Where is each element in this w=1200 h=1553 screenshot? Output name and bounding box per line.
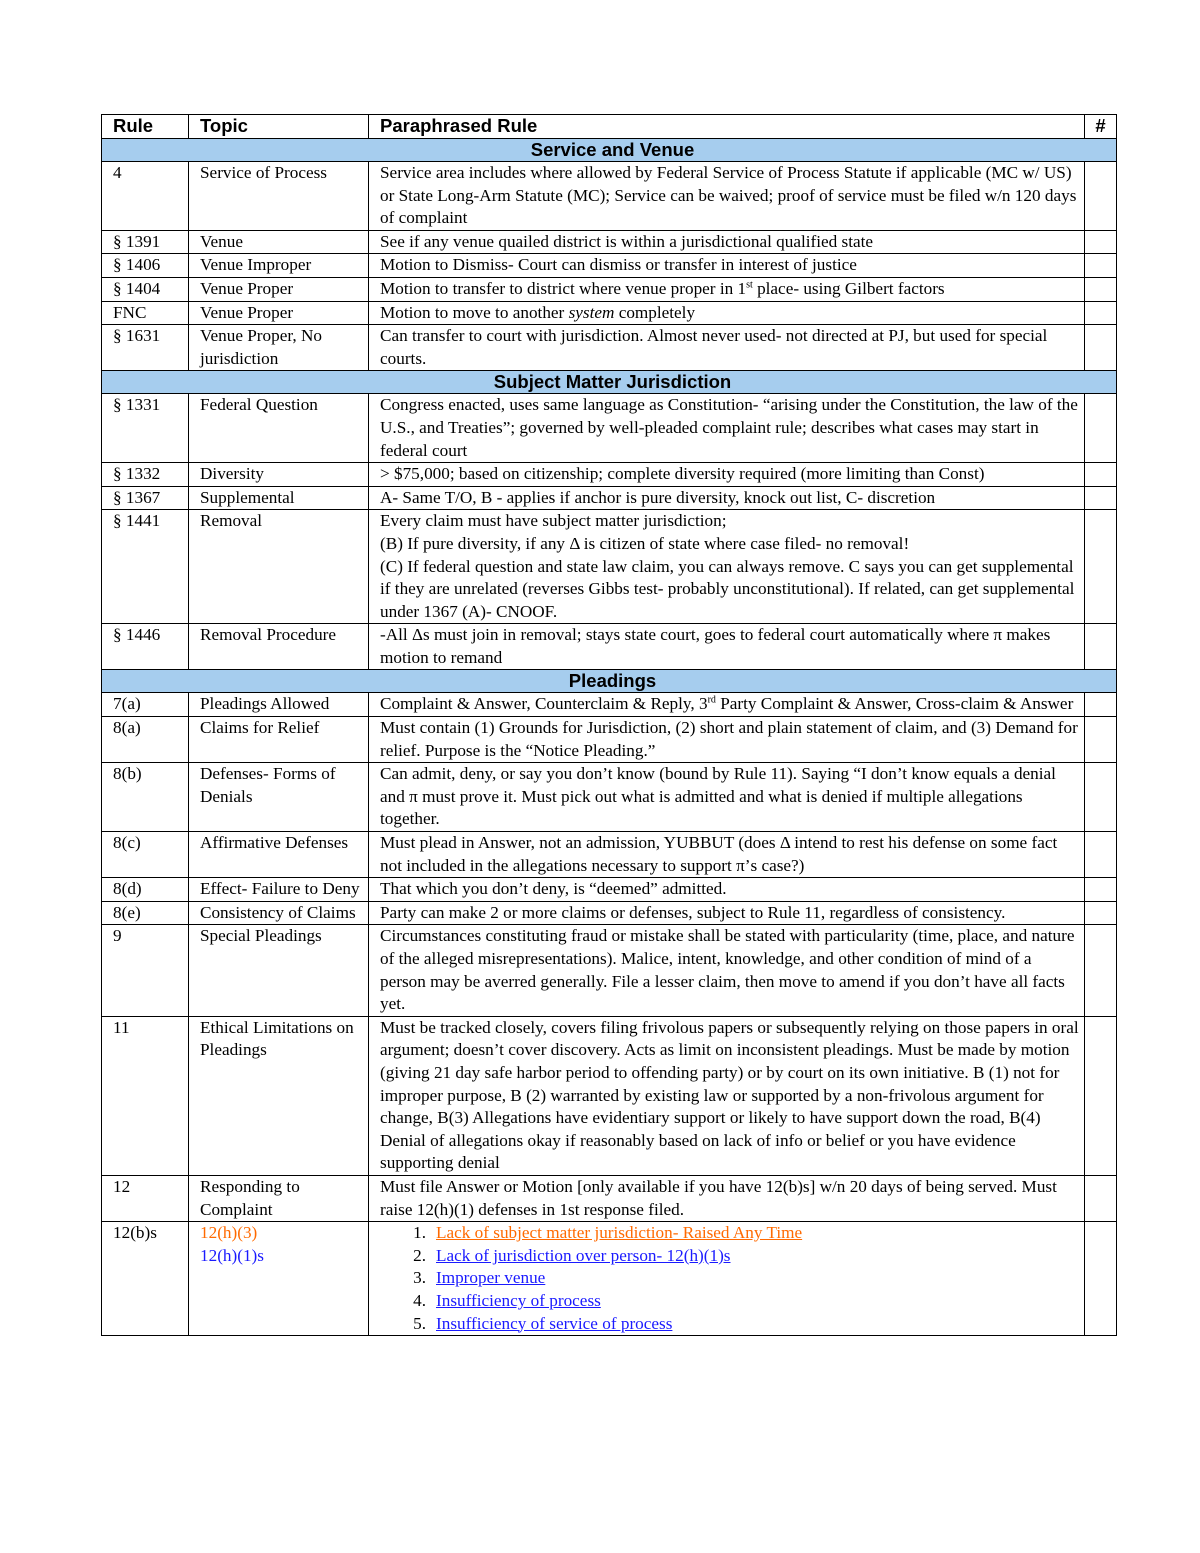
table-row	[102, 925, 1117, 1016]
rule-cell: 12(b)s	[102, 1222, 189, 1336]
table-row	[102, 624, 1117, 670]
topic-cell: Claims for Relief	[189, 717, 369, 763]
rule-cell: § 1404	[102, 277, 189, 301]
number-cell	[1085, 1175, 1117, 1221]
number-cell	[1085, 301, 1117, 325]
topic-cell: Diversity	[189, 463, 369, 487]
text-part: Motion to transfer to district where venue proper in 1	[380, 278, 747, 298]
text-line: Every claim must have subject matter jurisdiction;	[380, 511, 727, 531]
list-item	[380, 1245, 1080, 1268]
table-row	[102, 325, 1117, 371]
rule-cell: § 1332	[102, 463, 189, 487]
number-cell	[1085, 277, 1117, 301]
text-line: (B) If pure diversity, if any Δ is citizen of state where case filed- no removal!	[380, 533, 910, 553]
list-item	[380, 1290, 1080, 1313]
paraphrased-cell	[369, 510, 1085, 624]
paraphrased-cell: Must file Answer or Motion [only available if you have 12(b)s] w/n 20 days of being served. Must raise 12(h)(1) defenses in 1st response filed.	[369, 1175, 1085, 1221]
rule-cell: § 1631	[102, 325, 189, 371]
table-header-row	[102, 115, 1117, 139]
topic-cell: Pleadings Allowed	[189, 693, 369, 717]
paraphrased-cell: Service area includes where allowed by Federal Service of Process Statute if applicable (MC w/ US) or State Long-Arm Statute (MC); Service can be waived; proof of service must be filed w/n 120 days of complaint	[369, 162, 1085, 231]
list-number: 2.	[413, 1245, 426, 1265]
text-part: Complaint & Answer, Counterclaim & Reply, 3	[380, 694, 708, 714]
number-cell	[1085, 717, 1117, 763]
number-cell	[1085, 1222, 1117, 1336]
topic-cell: Federal Question	[189, 394, 369, 463]
header-paraphrased-rule: Paraphrased Rule	[369, 115, 1085, 139]
paraphrased-cell	[369, 1222, 1085, 1336]
topic-cell: Removal	[189, 510, 369, 624]
rule-cell: 12	[102, 1175, 189, 1221]
rule-cell: 4	[102, 162, 189, 231]
rule-cell: 9	[102, 925, 189, 1016]
paraphrased-cell: > $75,000; based on citizenship; complete diversity required (more limiting than Const)	[369, 463, 1085, 487]
paraphrased-cell: Must contain (1) Grounds for Jurisdiction, (2) short and plain statement of claim, and (3) Demand for relief. Purpose is the “Notice Pleading.”	[369, 717, 1085, 763]
topic-cell: Service of Process	[189, 162, 369, 231]
number-cell	[1085, 925, 1117, 1016]
table-row	[102, 1016, 1117, 1175]
table-row	[102, 693, 1117, 717]
topic-cell: Venue Proper	[189, 301, 369, 325]
rule-cell: FNC	[102, 301, 189, 325]
topic-cell: Special Pleadings	[189, 925, 369, 1016]
table-row	[102, 230, 1117, 254]
rule-cell: § 1391	[102, 230, 189, 254]
paraphrased-cell: A- Same T/O, B - applies if anchor is pure diversity, knock out list, C- discretion	[369, 486, 1085, 510]
number-cell	[1085, 624, 1117, 670]
list-number: 5.	[413, 1313, 426, 1333]
text-line: (C) If federal question and state law claim, you can always remove. C says you can get supplemental if they are unrelated (reverses Gibbs test- probably unconstitutional). If related, can get supplemental under 1367 (A)- CNOOF.	[380, 556, 1075, 621]
number-cell	[1085, 394, 1117, 463]
topic-cell	[189, 1222, 369, 1336]
topic-cell: Consistency of Claims	[189, 901, 369, 925]
section-row-service-venue	[102, 139, 1117, 162]
number-cell	[1085, 510, 1117, 624]
rule-cell: § 1367	[102, 486, 189, 510]
topic-cell: Venue Proper	[189, 277, 369, 301]
paraphrased-cell: Motion to Dismiss- Court can dismiss or transfer in interest of justice	[369, 254, 1085, 278]
paraphrased-cell: Can transfer to court with jurisdiction. Almost never used- not directed at PJ, but used for special courts.	[369, 325, 1085, 371]
paraphrased-cell: Must plead in Answer, not an admission, YUBBUT (does Δ intend to rest his defense on some fact not included in the allegations necessary to support π’s case?)	[369, 832, 1085, 878]
section-title: Subject Matter Jurisdiction	[102, 371, 1117, 394]
number-cell	[1085, 325, 1117, 371]
list-text: Insufficiency of service of process	[436, 1313, 673, 1333]
text-part: place- using Gilbert factors	[752, 278, 945, 298]
number-cell	[1085, 763, 1117, 832]
rule-cell: 11	[102, 1016, 189, 1175]
list-item	[380, 1313, 1080, 1336]
topic-cell: Effect- Failure to Deny	[189, 878, 369, 902]
rule-cell: § 1446	[102, 624, 189, 670]
table-row	[102, 486, 1117, 510]
paraphrased-cell: Circumstances constituting fraud or mistake shall be stated with particularity (time, place, and nature of the alleged misrepresentations). Malice, intent, knowledge, and other condition of mind of a person may be averred generally. File a lesser claim, then move to amend if you don’t have all facts yet.	[369, 925, 1085, 1016]
paraphrased-cell: Can admit, deny, or say you don’t know (bound by Rule 11). Saying “I don’t know equals a denial and π must prove it. Must pick out what is admitted and what is denied if multiple allegations together.	[369, 763, 1085, 832]
topic-cell: Venue Improper	[189, 254, 369, 278]
table-row	[102, 277, 1117, 301]
table-row	[102, 763, 1117, 832]
number-cell	[1085, 486, 1117, 510]
number-cell	[1085, 162, 1117, 231]
rule-cell: 8(d)	[102, 878, 189, 902]
paraphrased-cell: Congress enacted, uses same language as Constitution- “arising under the Constitution, the law of the U.S., and Treaties”; governed by well-pleaded complaint rule; describes what cases may start in federal court	[369, 394, 1085, 463]
topic-line-orange: 12(h)(3)	[200, 1223, 258, 1243]
number-cell	[1085, 878, 1117, 902]
number-cell	[1085, 832, 1117, 878]
header-number: #	[1085, 115, 1117, 139]
text-part: completely	[614, 302, 696, 322]
table-row	[102, 394, 1117, 463]
table-row	[102, 463, 1117, 487]
rule-cell: 8(b)	[102, 763, 189, 832]
header-topic: Topic	[189, 115, 369, 139]
rule-cell: § 1406	[102, 254, 189, 278]
text-part: Motion to move to another	[380, 302, 569, 322]
ordinal-suffix: rd	[707, 694, 716, 706]
section-row-subject-matter-jurisdiction	[102, 371, 1117, 394]
rule-cell: 8(c)	[102, 832, 189, 878]
list-item	[380, 1222, 1080, 1245]
list-text: Insufficiency of process	[436, 1290, 601, 1310]
topic-cell: Supplemental	[189, 486, 369, 510]
section-title: Pleadings	[102, 670, 1117, 693]
topic-cell: Defenses- Forms of Denials	[189, 763, 369, 832]
table-row	[102, 510, 1117, 624]
paraphrased-cell: That which you don’t deny, is “deemed” admitted.	[369, 878, 1085, 902]
list-text: Lack of jurisdiction over person- 12(h)(1)s	[436, 1245, 731, 1265]
rule-cell: § 1441	[102, 510, 189, 624]
table-row	[102, 901, 1117, 925]
paraphrased-cell	[369, 301, 1085, 325]
paraphrased-cell: -All Δs must join in removal; stays state court, goes to federal court automatically where π makes motion to remand	[369, 624, 1085, 670]
topic-cell: Ethical Limitations on Pleadings	[189, 1016, 369, 1175]
defenses-list	[380, 1222, 1080, 1335]
number-cell	[1085, 693, 1117, 717]
paraphrased-cell	[369, 277, 1085, 301]
list-item	[380, 1267, 1080, 1290]
topic-cell: Affirmative Defenses	[189, 832, 369, 878]
number-cell	[1085, 230, 1117, 254]
number-cell	[1085, 901, 1117, 925]
section-row-pleadings	[102, 670, 1117, 693]
rule-cell: 8(a)	[102, 717, 189, 763]
number-cell	[1085, 254, 1117, 278]
list-text: Lack of subject matter jurisdiction- Raised Any Time	[436, 1223, 803, 1243]
table-row	[102, 717, 1117, 763]
table-row	[102, 162, 1117, 231]
section-title: Service and Venue	[102, 139, 1117, 162]
rule-cell: 7(a)	[102, 693, 189, 717]
list-number: 1.	[413, 1223, 426, 1243]
header-rule: Rule	[102, 115, 189, 139]
topic-cell: Removal Procedure	[189, 624, 369, 670]
rule-cell: 8(e)	[102, 901, 189, 925]
list-number: 3.	[413, 1268, 426, 1288]
table-row	[102, 1222, 1117, 1336]
table-row	[102, 301, 1117, 325]
list-number: 4.	[413, 1290, 426, 1310]
topic-cell: Responding to Complaint	[189, 1175, 369, 1221]
paraphrased-cell: See if any venue quailed district is within a jurisdictional qualified state	[369, 230, 1085, 254]
paraphrased-cell	[369, 693, 1085, 717]
ordinal-suffix: st	[746, 279, 753, 291]
topic-cell: Venue Proper, No jurisdiction	[189, 325, 369, 371]
table-row	[102, 832, 1117, 878]
table-row	[102, 1175, 1117, 1221]
italic-word: system	[568, 302, 615, 322]
table-row	[102, 878, 1117, 902]
topic-cell: Venue	[189, 230, 369, 254]
paraphrased-cell: Must be tracked closely, covers filing frivolous papers or subsequently relying on those papers in oral argument; doesn’t cover discovery. Acts as limit on inconsistent pleadings. Must be made by motion (giving 21 day safe harbor period to offending party) or by court on its own initiative. B (1) not for improper purpose, B (2) warranted by existing law or supported by a non-frivolous argument for change, B(3) Allegations have evidentiary support or likely to have support down the road, B(4) Denial of allegations okay if reasonably based on lack of info or belief or you have evidence supporting denial	[369, 1016, 1085, 1175]
rule-cell: § 1331	[102, 394, 189, 463]
list-text: Improper venue	[436, 1268, 546, 1288]
number-cell	[1085, 463, 1117, 487]
table-row	[102, 254, 1117, 278]
rules-table	[101, 114, 1117, 1336]
paraphrased-cell: Party can make 2 or more claims or defenses, subject to Rule 11, regardless of consistency.	[369, 901, 1085, 925]
text-part: Party Complaint & Answer, Cross-claim & Answer	[715, 694, 1074, 714]
topic-line-blue: 12(h)(1)s	[200, 1245, 264, 1265]
number-cell	[1085, 1016, 1117, 1175]
